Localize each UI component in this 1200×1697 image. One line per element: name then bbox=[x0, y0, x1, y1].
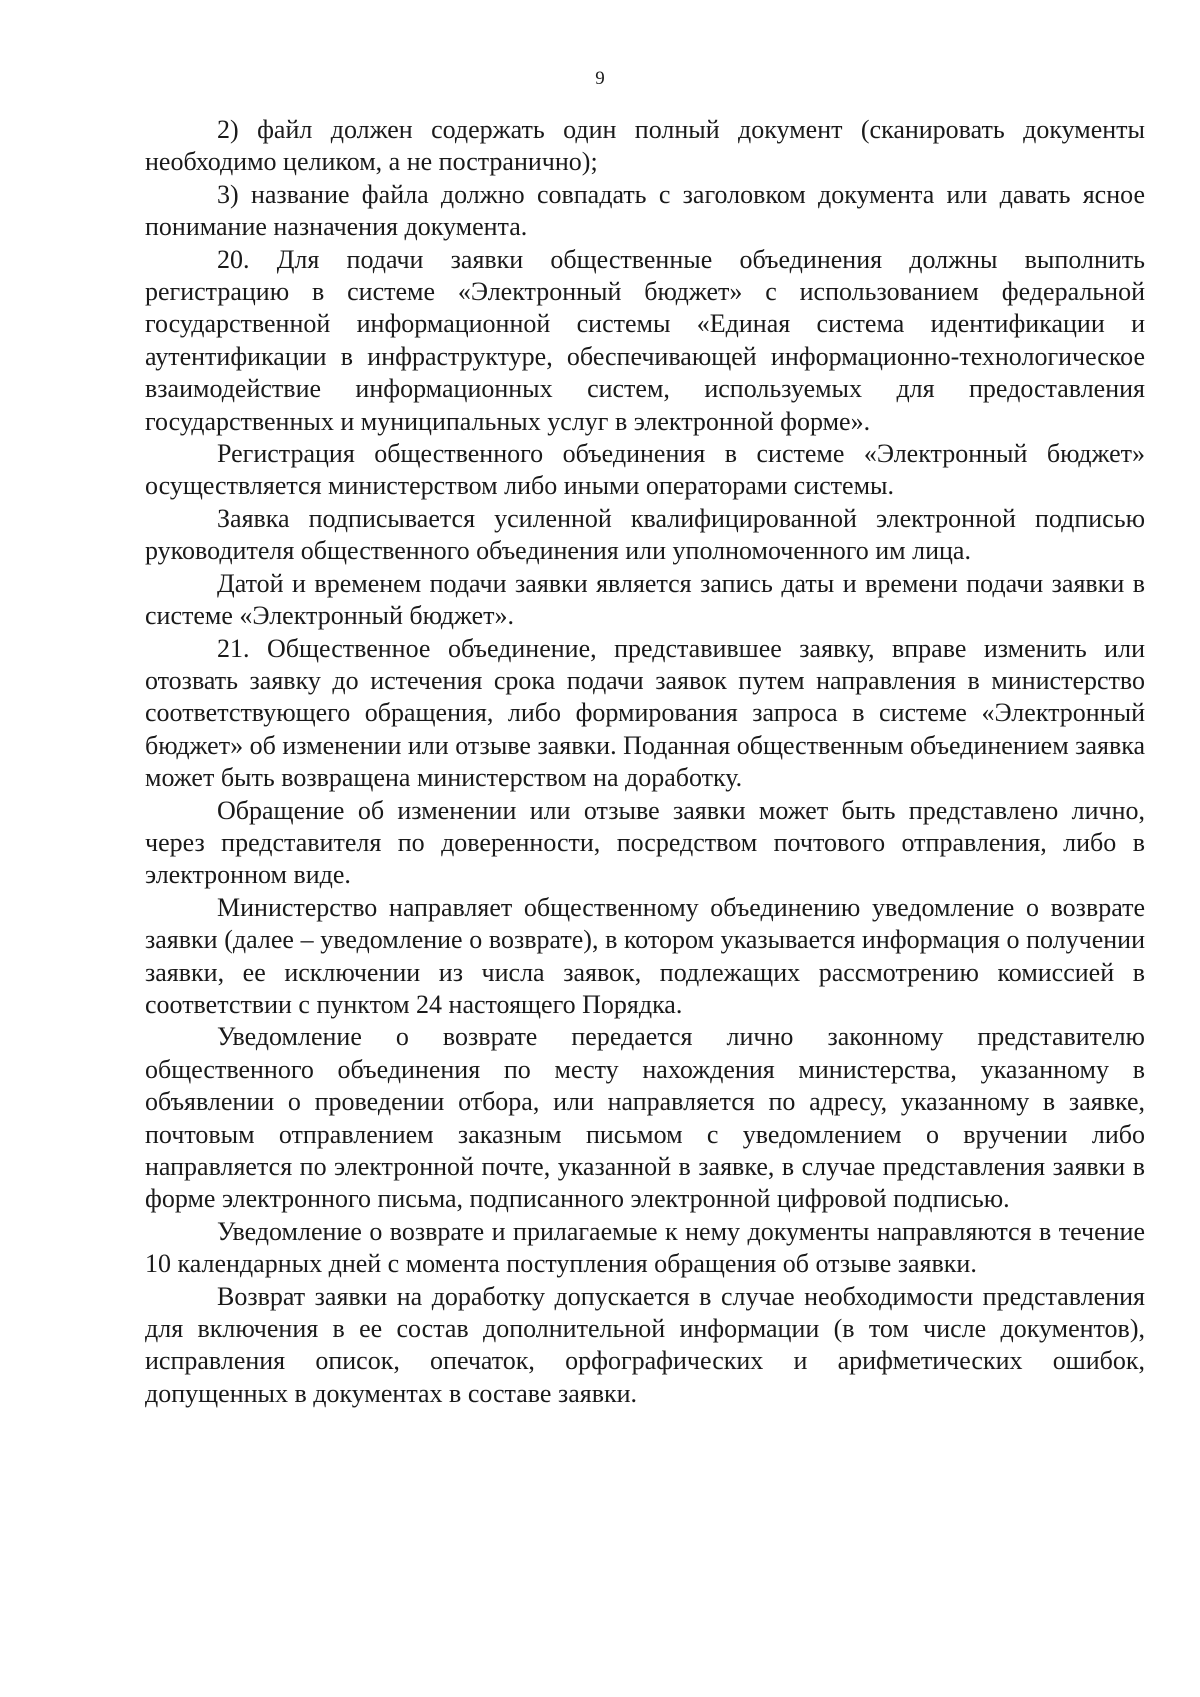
page-number: 9 bbox=[595, 68, 605, 89]
paragraph-notice-delivery: Уведомление о возврате передается лично законному представителю общественного объединения по месту нахождения министерства, указанному в объявлении о проведении отбора, или направляется по адресу, указанному в заявке, почтовым отправлением заказным письмом с уведомлением о вручении либо направляется по электронной почте, указанной в заявке, в случае представления заявки в форме электронного письма, подписанного электронной цифровой подписью. bbox=[145, 1022, 1145, 1214]
paragraph-return-for-revision: Возврат заявки на доработку допускается в случае необходимости представления для включения в ее состав дополнительной информации (в том числе документов), исправления описок, опечаток, орфографических и арифметических ошибок, допущенных в документах в составе заявки. bbox=[145, 1281, 1145, 1408]
paragraph-item-2-file-content: 2) файл должен содержать один полный документ (сканировать документы необходимо целиком, а не постранично); bbox=[145, 115, 1145, 177]
paragraph-notice-deadline: Уведомление о возврате и прилагаемые к нему документы направляются в течение 10 календарных дней с момента поступления обращения об отзыве заявки. bbox=[145, 1216, 1145, 1279]
paragraph-submission-date: Датой и временем подачи заявки является запись даты и времени подачи заявки в системе «Электронный бюджет». bbox=[145, 568, 1145, 631]
document-body bbox=[145, 114, 1145, 1410]
paragraph-registration-operator: Регистрация общественного объединения в системе «Электронный бюджет» осуществляется министерством либо иными операторами системы. bbox=[145, 439, 1145, 501]
paragraph-item-3-file-name: 3) название файла должно совпадать с заголовком документа или давать ясное понимание назначения документа. bbox=[145, 179, 1145, 242]
paragraph-request-submission: Обращение об изменении или отзыве заявки может быть представлено лично, через представителя по доверенности, посредством почтового отправления, либо в электронном виде. bbox=[145, 795, 1145, 890]
paragraph-signature: Заявка подписывается усиленной квалифицированной электронной подписью руководителя общественного объединения или уполномоченного им лица. bbox=[145, 503, 1145, 566]
paragraph-clause-20-registration: 20. Для подачи заявки общественные объединения должны выполнить регистрацию в системе «Электронный бюджет» с использованием федеральной государственной информационной системы «Единая система идентификации и аутентификации в инфраструктуре, обеспечивающей информационно-технологическое взаимодействие информационных систем, используемых для предоставления государственных и муниципальных услуг в электронной форме». bbox=[145, 244, 1145, 436]
paragraph-return-notice: Министерство направляет общественному объединению уведомление о возврате заявки (далее – уведомление о возврате), в котором указывается информация о получении заявки, ее исключении из числа заявок, подлежащих рассмотрению комиссией в соответствии с пунктом 24 настоящего Порядка. bbox=[145, 892, 1145, 1019]
paragraph-clause-21-change-withdraw: 21. Общественное объединение, представившее заявку, вправе изменить или отозвать заявку до истечения срока подачи заявок путем направления в министерство соответствующего обращения, либо формирования запроса в системе «Электронный бюджет» об изменении или отзыве заявки. Поданная общественным объединением заявка может быть возвращена министерством на доработку. bbox=[145, 633, 1145, 793]
